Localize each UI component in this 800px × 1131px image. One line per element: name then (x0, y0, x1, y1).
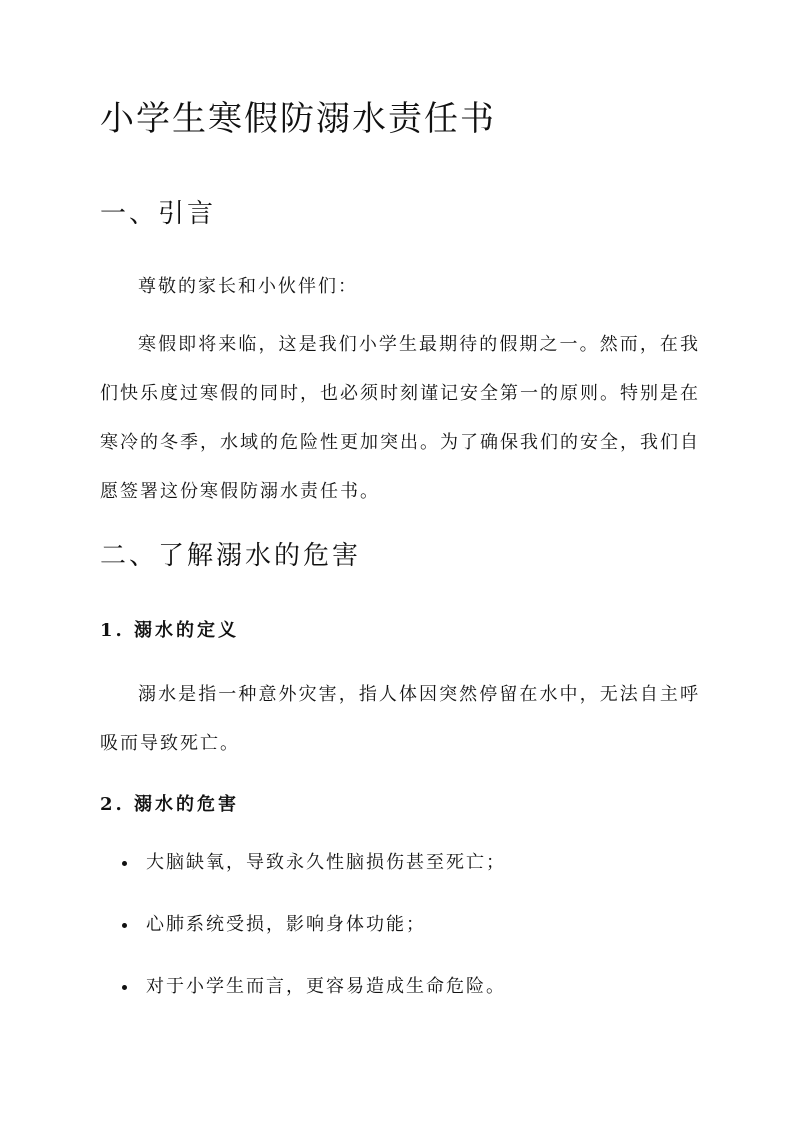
subsection-heading-hazards: 2. 溺水的危害 (100, 794, 240, 815)
section-heading-introduction: 一、引言 (100, 199, 217, 229)
bullet-icon (122, 985, 127, 990)
list-item-text: 心肺系统受损，影响身体功能； (146, 914, 426, 935)
salutation-paragraph: 尊敬的家长和小伙伴们： (138, 276, 358, 297)
bullet-icon (122, 861, 127, 866)
list-item-text: 对于小学生而言，更容易造成生命危险。 (146, 976, 506, 997)
document-title: 小学生寒假防溺水责任书 (100, 99, 496, 139)
bullet-icon (122, 923, 127, 928)
introduction-paragraph: 寒假即将来临，这是我们小学生最期待的假期之一。然而，在我们快乐度过寒假的同时，也必须时刻谨记安全第一的原则。特别是在寒冷的冬季，水域的危险性更加突出。为了确保我们的安全，我们自愿签署这份寒假防溺水责任书。 (100, 334, 700, 502)
definition-paragraph: 溺水是指一种意外灾害，指人体因突然停留在水中，无法自主呼吸而导致死亡。 (100, 684, 700, 754)
list-item-text: 大脑缺氧，导致永久性脑损伤甚至死亡； (146, 852, 506, 873)
subsection-heading-definition: 1. 溺水的定义 (100, 620, 240, 641)
section-heading-drowning-hazards: 二、了解溺水的危害 (100, 541, 362, 571)
